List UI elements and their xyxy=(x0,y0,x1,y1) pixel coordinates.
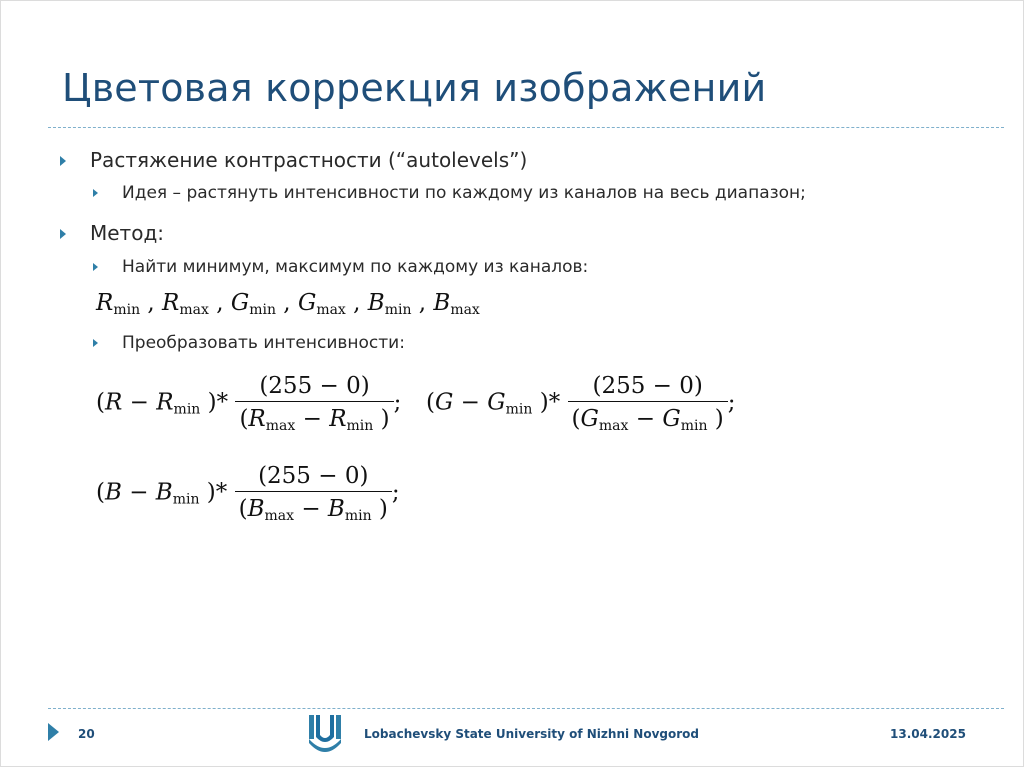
bullet-text: Метод: xyxy=(90,221,165,245)
sub-bullet-text: Найти минимум, максимум по каждому из каналов: xyxy=(122,257,589,277)
fraction: $\frac{(255 - 0)}{(B_{max} - B_{min} )}$ xyxy=(235,463,392,524)
sub-bullet-arrow-icon xyxy=(93,339,98,347)
footer-divider xyxy=(48,708,1004,709)
sub-bullet-arrow-icon xyxy=(93,189,98,197)
sub-bullet-text: Преобразовать интенсивности: xyxy=(122,333,405,353)
page-number: 20 xyxy=(78,727,95,741)
formula-minmax: $R_{min}$ , $R_{max}$ , $G_{min}$ , $G_{max}$ , $B_{min}$ , $B_{max}$ xyxy=(96,290,480,318)
slide-date: 13.04.2025 xyxy=(890,727,966,741)
fraction: $\frac{(255 - 0)}{(R_{max} - R_{min} )}$ xyxy=(235,373,393,434)
sub-bullet-transform xyxy=(122,333,405,353)
university-name: Lobachevsky State University of Nizhni Novgorod xyxy=(364,727,699,741)
sub-bullet-arrow-icon xyxy=(93,263,98,271)
fraction-numerator: (255 − 0) xyxy=(259,373,370,399)
title-divider xyxy=(48,127,1004,128)
slide-title: Цветовая коррекция изображений xyxy=(62,66,767,110)
nav-arrow-icon[interactable] xyxy=(48,723,59,741)
bullet-text: Растяжение контрастности (“autolevels”) xyxy=(90,148,528,172)
bullet-contrast-stretch xyxy=(90,148,527,172)
fraction-numerator: (255 − 0) xyxy=(258,463,369,489)
fraction: $\frac{(255 - 0)}{(G_{max} - G_{min} )}$ xyxy=(568,373,728,434)
formula-red: ($R - R_{min}$ )* $\frac{(255 - 0)}{(R_{max} - R_{min} )}$ ; xyxy=(96,373,402,434)
bullet-arrow-icon xyxy=(60,229,66,239)
bullet-method xyxy=(90,221,164,245)
unn-logo-icon xyxy=(307,713,343,753)
fraction-numerator: (255 − 0) xyxy=(592,373,703,399)
formula-blue: ($B - B_{min}$ )* $\frac{(255 - 0)}{(B_{max} - B_{min} )}$ ; xyxy=(96,463,400,524)
formula-green: ($G - G_{min}$ )* $\frac{(255 - 0)}{(G_{max} - G_{min} )}$ ; xyxy=(426,373,736,434)
sub-bullet-idea xyxy=(122,183,806,203)
sub-bullet-text: Идея – растянуть интенсивности по каждому из каналов на весь диапазон; xyxy=(122,183,806,203)
sub-bullet-find-minmax xyxy=(122,257,588,277)
bullet-arrow-icon xyxy=(60,156,66,166)
